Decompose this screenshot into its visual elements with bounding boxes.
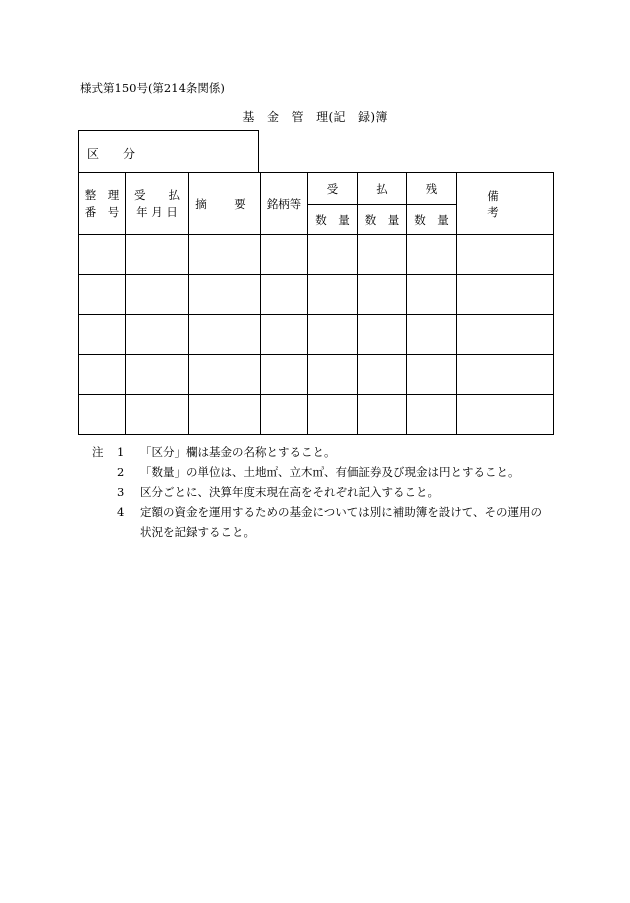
table-cell bbox=[79, 395, 126, 435]
note-item-continuation bbox=[92, 522, 562, 542]
table-cell bbox=[126, 275, 189, 315]
form-number: 様式第150号(第214条関係) bbox=[80, 81, 225, 95]
table-cell bbox=[407, 315, 457, 355]
note-text: 区分ごとに、決算年度末現在高をそれぞれ記入すること。 bbox=[140, 485, 439, 499]
header-uke-suryo: 数 量 bbox=[308, 205, 358, 235]
table-cell bbox=[308, 395, 358, 435]
document-title: 基 金 管 理(記 録)簿 bbox=[242, 110, 388, 124]
table-cell bbox=[457, 275, 554, 315]
table-cell bbox=[126, 315, 189, 355]
note-text: 「数量」の単位は、土地㎡、立木㎥、有価証券及び現金は円とすること。 bbox=[140, 465, 520, 479]
header-zan: 残 bbox=[407, 173, 457, 205]
note-number: 4 bbox=[117, 505, 125, 519]
note-text: 状況を記録すること。 bbox=[140, 525, 255, 539]
kubun-label: 区 分 bbox=[87, 147, 142, 161]
table-cell bbox=[407, 235, 457, 275]
table-cell bbox=[457, 235, 554, 275]
kubun-box bbox=[78, 130, 259, 172]
table-cell bbox=[189, 275, 261, 315]
table-cell bbox=[189, 235, 261, 275]
note-text: 定額の資金を運用するための基金については別に補助簿を設けて、その運用の bbox=[140, 505, 543, 519]
table-cell bbox=[261, 395, 308, 435]
notes-section bbox=[92, 442, 562, 542]
table-cell bbox=[358, 355, 407, 395]
ledger-table bbox=[78, 172, 559, 435]
table-cell bbox=[126, 235, 189, 275]
table-cell bbox=[261, 235, 308, 275]
table-row bbox=[79, 235, 554, 275]
table-row bbox=[79, 315, 554, 355]
table-cell bbox=[358, 395, 407, 435]
note-mark: 注 bbox=[92, 445, 104, 459]
table-cell bbox=[79, 355, 126, 395]
header-zan-suryo: 数 量 bbox=[407, 205, 457, 235]
header-harai: 払 bbox=[358, 173, 407, 205]
table-cell bbox=[358, 235, 407, 275]
table-cell bbox=[79, 275, 126, 315]
table-cell bbox=[308, 235, 358, 275]
table-cell bbox=[407, 355, 457, 395]
ledger-body bbox=[79, 235, 554, 435]
table-row bbox=[79, 395, 554, 435]
note-item bbox=[92, 482, 562, 502]
table-cell bbox=[189, 355, 261, 395]
table-cell bbox=[308, 315, 358, 355]
table-cell bbox=[189, 395, 261, 435]
table-cell bbox=[126, 395, 189, 435]
table-cell bbox=[457, 315, 554, 355]
table-cell bbox=[407, 275, 457, 315]
table-cell bbox=[407, 395, 457, 435]
note-item bbox=[92, 442, 562, 462]
table-cell bbox=[457, 395, 554, 435]
header-meigara: 銘柄等 bbox=[261, 173, 308, 235]
table-cell bbox=[358, 275, 407, 315]
table-cell bbox=[358, 315, 407, 355]
header-uke: 受 bbox=[308, 173, 358, 205]
note-number: 1 bbox=[117, 445, 125, 459]
table-cell bbox=[261, 275, 308, 315]
table-cell bbox=[189, 315, 261, 355]
header-row-1 bbox=[79, 173, 554, 205]
header-seiri-bangou: 整 理 番 号 bbox=[79, 173, 126, 235]
header-biko: 備 考 bbox=[457, 173, 554, 235]
table-cell bbox=[308, 275, 358, 315]
note-number: 2 bbox=[117, 465, 125, 479]
note-number: 3 bbox=[117, 485, 125, 499]
header-tekiyo: 摘 要 bbox=[189, 173, 261, 235]
note-item bbox=[92, 462, 562, 482]
header-harai-suryo: 数 量 bbox=[358, 205, 407, 235]
table-cell bbox=[261, 355, 308, 395]
note-text: 「区分」欄は基金の名称とすること。 bbox=[140, 445, 336, 459]
table-row bbox=[79, 355, 554, 395]
table-cell bbox=[126, 355, 189, 395]
table-cell bbox=[79, 235, 126, 275]
table-cell bbox=[308, 355, 358, 395]
table-row bbox=[79, 275, 554, 315]
table-cell bbox=[261, 315, 308, 355]
table-cell bbox=[79, 315, 126, 355]
note-item bbox=[92, 502, 562, 522]
table-cell bbox=[457, 355, 554, 395]
header-ukeharai-date: 受 払 年 月 日 bbox=[126, 173, 189, 235]
